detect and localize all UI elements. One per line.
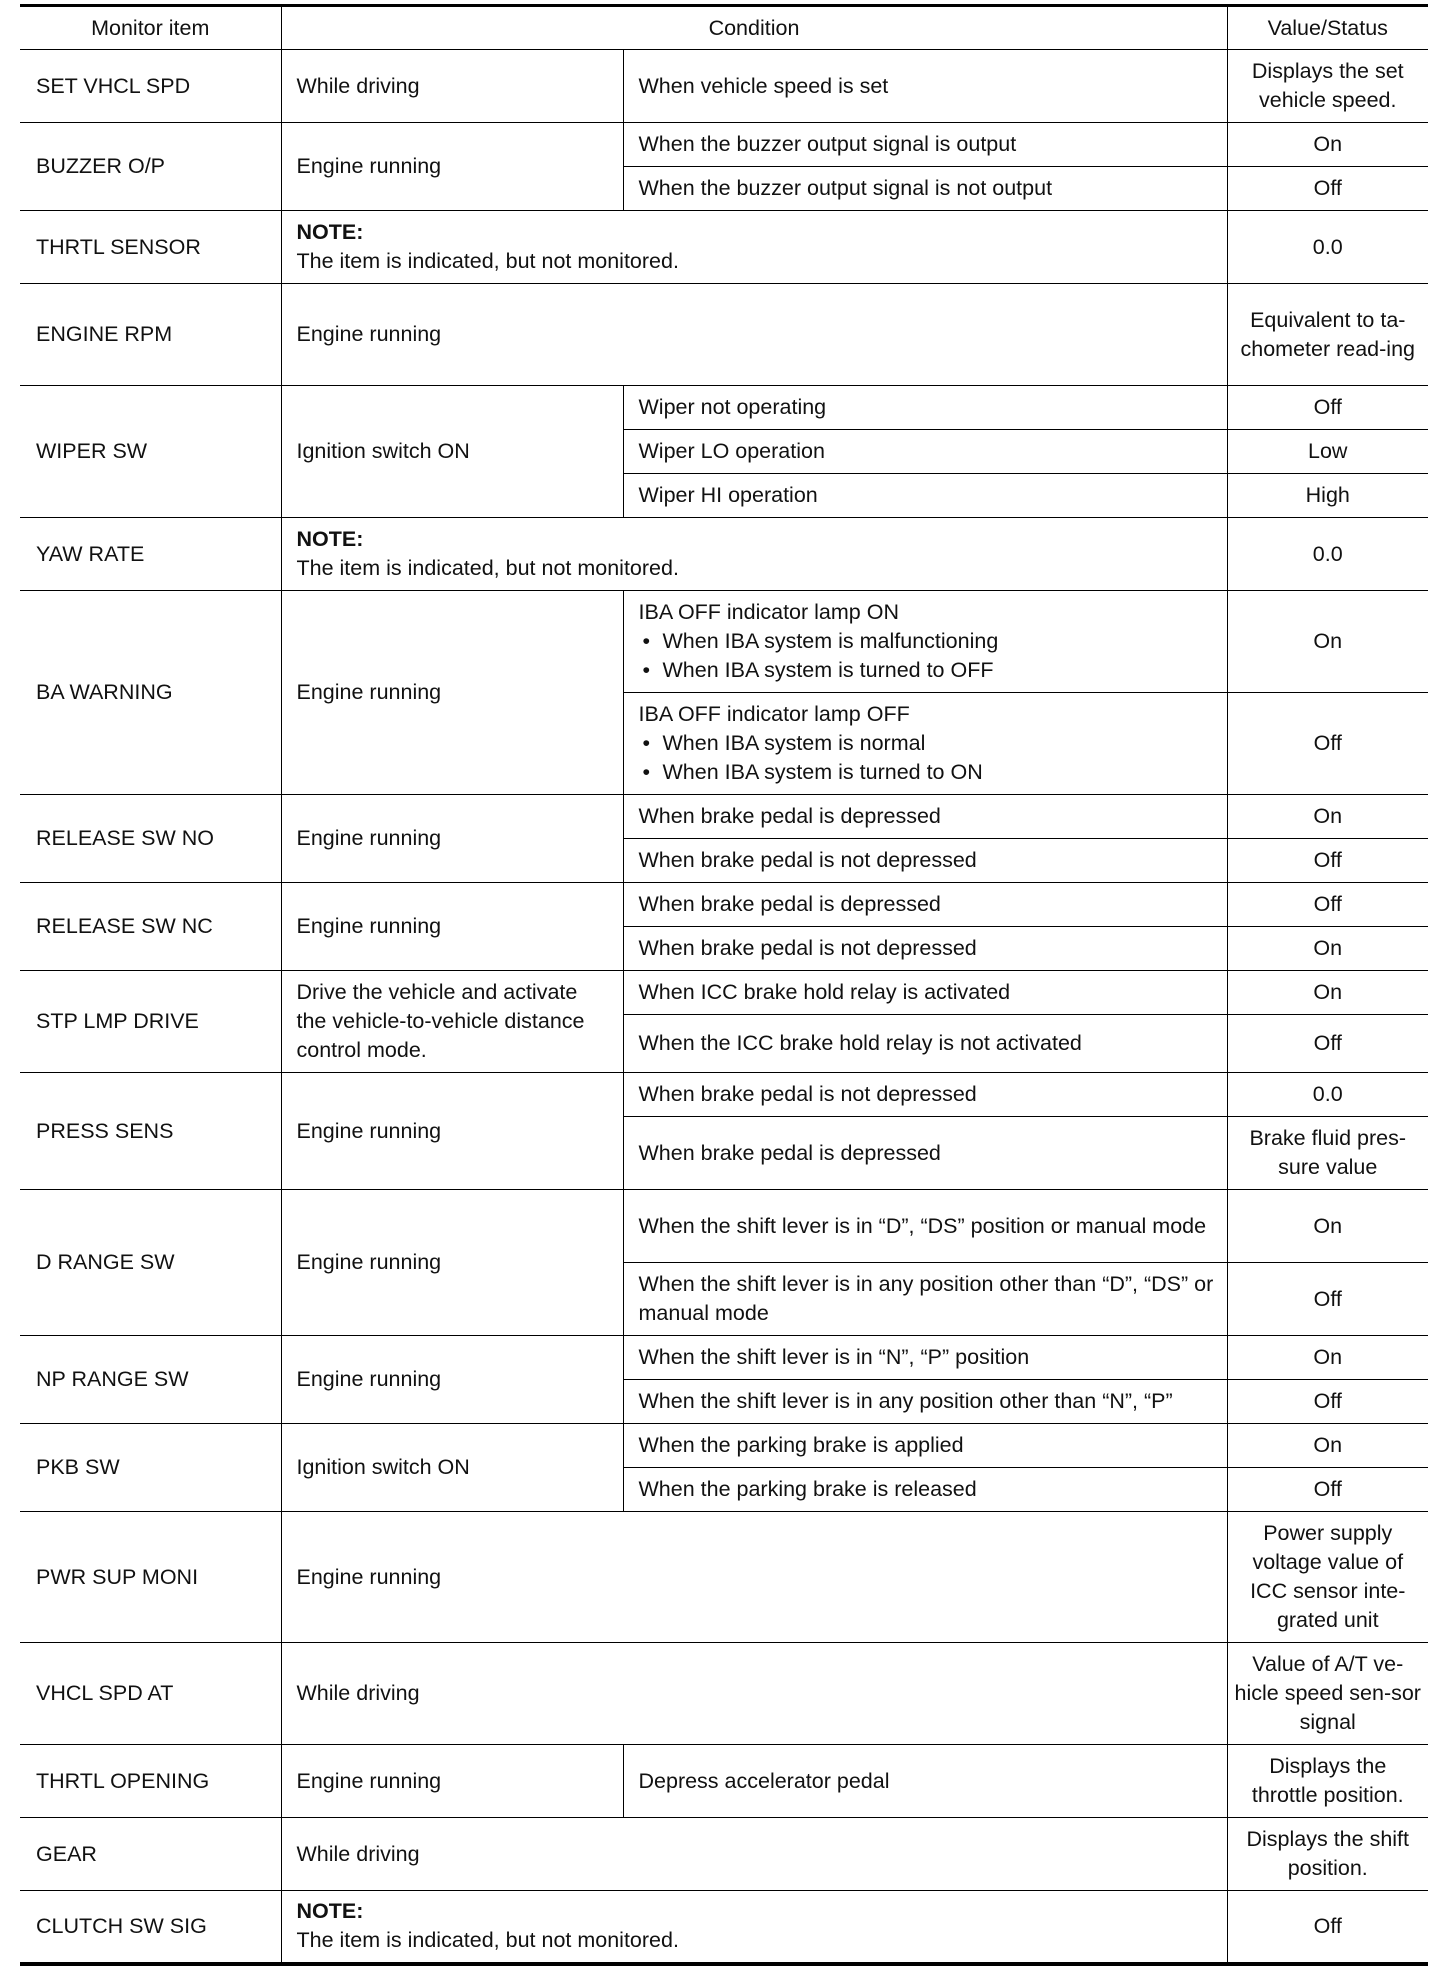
condition: Ignition switch ON [281, 1424, 623, 1512]
monitor-item: GEAR [20, 1818, 281, 1891]
value-status: On [1227, 795, 1428, 839]
sub-condition-heading: IBA OFF indicator lamp ON [638, 600, 899, 624]
value-status: On [1227, 1424, 1428, 1468]
monitor-item: THRTL OPENING [20, 1745, 281, 1818]
condition: Engine running [281, 1190, 623, 1336]
value-status: Low [1227, 430, 1428, 474]
table-row [20, 211, 1428, 284]
sub-condition [623, 693, 1227, 795]
sub-condition: When brake pedal is not depressed [623, 1073, 1227, 1117]
sub-condition: Wiper LO operation [623, 430, 1227, 474]
header-condition: Condition [281, 6, 1227, 50]
bullet-list [639, 627, 1215, 685]
monitor-item: BA WARNING [20, 591, 281, 795]
value-status: Off [1227, 1263, 1428, 1336]
header-monitor-item: Monitor item [20, 6, 281, 50]
table-row [20, 1190, 1428, 1263]
condition: Engine running [281, 1336, 623, 1424]
value-status: On [1227, 971, 1428, 1015]
table-row [20, 971, 1428, 1015]
sub-condition: Depress accelerator pedal [623, 1745, 1227, 1818]
table-row [20, 1073, 1428, 1117]
condition: While driving [281, 1818, 1227, 1891]
value-status: Off [1227, 1015, 1428, 1073]
sub-condition: Wiper HI operation [623, 474, 1227, 518]
bullet-item: • When IBA system is normal [643, 729, 1215, 758]
sub-condition: When the parking brake is released [623, 1468, 1227, 1512]
condition: Engine running [281, 284, 1227, 386]
value-status: Off [1227, 1468, 1428, 1512]
value-status: Off [1227, 839, 1428, 883]
condition: Engine running [281, 123, 623, 211]
sub-condition: When the shift lever is in any position other than “N”, “P” [623, 1380, 1227, 1424]
value-status: Displays the throttle position. [1227, 1745, 1428, 1818]
monitor-item: D RANGE SW [20, 1190, 281, 1336]
monitor-item: PRESS SENS [20, 1073, 281, 1190]
table-row [20, 1745, 1428, 1818]
monitor-item: CLUTCH SW SIG [20, 1891, 281, 1964]
value-status: On [1227, 1336, 1428, 1380]
monitor-item: NP RANGE SW [20, 1336, 281, 1424]
table-row [20, 1643, 1428, 1745]
bullet-item: • When IBA system is turned to OFF [643, 656, 1215, 685]
monitor-item: RELEASE SW NO [20, 795, 281, 883]
condition: While driving [281, 50, 623, 123]
sub-condition: When brake pedal is depressed [623, 795, 1227, 839]
sub-condition: When brake pedal is depressed [623, 883, 1227, 927]
value-status: Value of A/T ve-hicle speed sen-sor signal [1227, 1643, 1428, 1745]
monitor-item: THRTL SENSOR [20, 211, 281, 284]
header-value-status: Value/Status [1227, 6, 1428, 50]
table-row [20, 883, 1428, 927]
note-text: The item is indicated, but not monitored. [296, 1928, 679, 1953]
note-label: NOTE: [296, 1899, 364, 1924]
bullet-item: • When IBA system is turned to ON [643, 758, 1215, 787]
table-row [20, 1336, 1428, 1380]
value-status: Off [1227, 883, 1428, 927]
value-status: 0.0 [1227, 518, 1428, 591]
value-status: On [1227, 591, 1428, 693]
table-row [20, 1891, 1428, 1964]
monitor-item: PKB SW [20, 1424, 281, 1512]
note-cell [281, 1891, 1227, 1964]
value-status: Equivalent to ta-chometer read-ing [1227, 284, 1428, 386]
monitor-table-container [20, 4, 1428, 1966]
sub-condition: Wiper not operating [623, 386, 1227, 430]
sub-condition [623, 591, 1227, 693]
condition: Engine running [281, 795, 623, 883]
bullet-list [639, 729, 1215, 787]
table-row [20, 386, 1428, 430]
condition: Engine running [281, 1745, 623, 1818]
sub-condition: When brake pedal is not depressed [623, 839, 1227, 883]
monitor-item: YAW RATE [20, 518, 281, 591]
table-row [20, 1512, 1428, 1643]
value-status: Off [1227, 693, 1428, 795]
condition: Engine running [281, 1512, 1227, 1643]
monitor-item: ENGINE RPM [20, 284, 281, 386]
value-status: Brake fluid pres-sure value [1227, 1117, 1428, 1190]
condition: Engine running [281, 883, 623, 971]
sub-condition: When the shift lever is in any position other than “D”, “DS” or manual mode [623, 1263, 1227, 1336]
sub-condition: When the ICC brake hold relay is not activated [623, 1015, 1227, 1073]
table-row [20, 518, 1428, 591]
monitor-table [20, 4, 1428, 1966]
value-status: 0.0 [1227, 211, 1428, 284]
sub-condition-heading: IBA OFF indicator lamp OFF [638, 702, 910, 726]
header-row [20, 6, 1428, 50]
value-status: Off [1227, 386, 1428, 430]
value-status: High [1227, 474, 1428, 518]
sub-condition: When the shift lever is in “N”, “P” position [623, 1336, 1227, 1380]
monitor-item: VHCL SPD AT [20, 1643, 281, 1745]
condition: While driving [281, 1643, 1227, 1745]
sub-condition: When the parking brake is applied [623, 1424, 1227, 1468]
condition: Engine running [281, 1073, 623, 1190]
value-status: On [1227, 123, 1428, 167]
note-label: NOTE: [296, 527, 364, 551]
value-status: Off [1227, 167, 1428, 211]
sub-condition: When vehicle speed is set [623, 50, 1227, 123]
condition: Engine running [281, 591, 623, 795]
note-cell [281, 211, 1227, 284]
note-cell [281, 518, 1227, 591]
value-status: On [1227, 927, 1428, 971]
value-status: 0.0 [1227, 1073, 1428, 1117]
note-label: NOTE: [296, 220, 364, 244]
sub-condition: When the shift lever is in “D”, “DS” position or manual mode [623, 1190, 1227, 1263]
monitor-item: WIPER SW [20, 386, 281, 518]
table-row [20, 591, 1428, 693]
value-status: Displays the set vehicle speed. [1227, 50, 1428, 123]
value-status: Off [1227, 1380, 1428, 1424]
value-status: Power supply voltage value of ICC sensor inte-grated unit [1227, 1512, 1428, 1643]
monitor-item: PWR SUP MONI [20, 1512, 281, 1643]
bullet-item: • When IBA system is malfunctioning [643, 627, 1215, 656]
table-row [20, 1424, 1428, 1468]
monitor-item: SET VHCL SPD [20, 50, 281, 123]
sub-condition: When the buzzer output signal is not output [623, 167, 1227, 211]
value-status: Off [1227, 1891, 1428, 1964]
note-text: The item is indicated, but not monitored. [296, 556, 679, 580]
value-status: Displays the shift position. [1227, 1818, 1428, 1891]
value-status: On [1227, 1190, 1428, 1263]
table-row [20, 50, 1428, 123]
table-row [20, 1818, 1428, 1891]
table-row [20, 123, 1428, 167]
note-text: The item is indicated, but not monitored. [296, 249, 679, 273]
condition: Ignition switch ON [281, 386, 623, 518]
table-row [20, 795, 1428, 839]
sub-condition: When the buzzer output signal is output [623, 123, 1227, 167]
monitor-item: STP LMP DRIVE [20, 971, 281, 1073]
condition: Drive the vehicle and activate the vehicle-to-vehicle distance control mode. [281, 971, 623, 1073]
sub-condition: When brake pedal is depressed [623, 1117, 1227, 1190]
sub-condition: When brake pedal is not depressed [623, 927, 1227, 971]
table-row [20, 284, 1428, 386]
sub-condition: When ICC brake hold relay is activated [623, 971, 1227, 1015]
monitor-item: RELEASE SW NC [20, 883, 281, 971]
monitor-item: BUZZER O/P [20, 123, 281, 211]
